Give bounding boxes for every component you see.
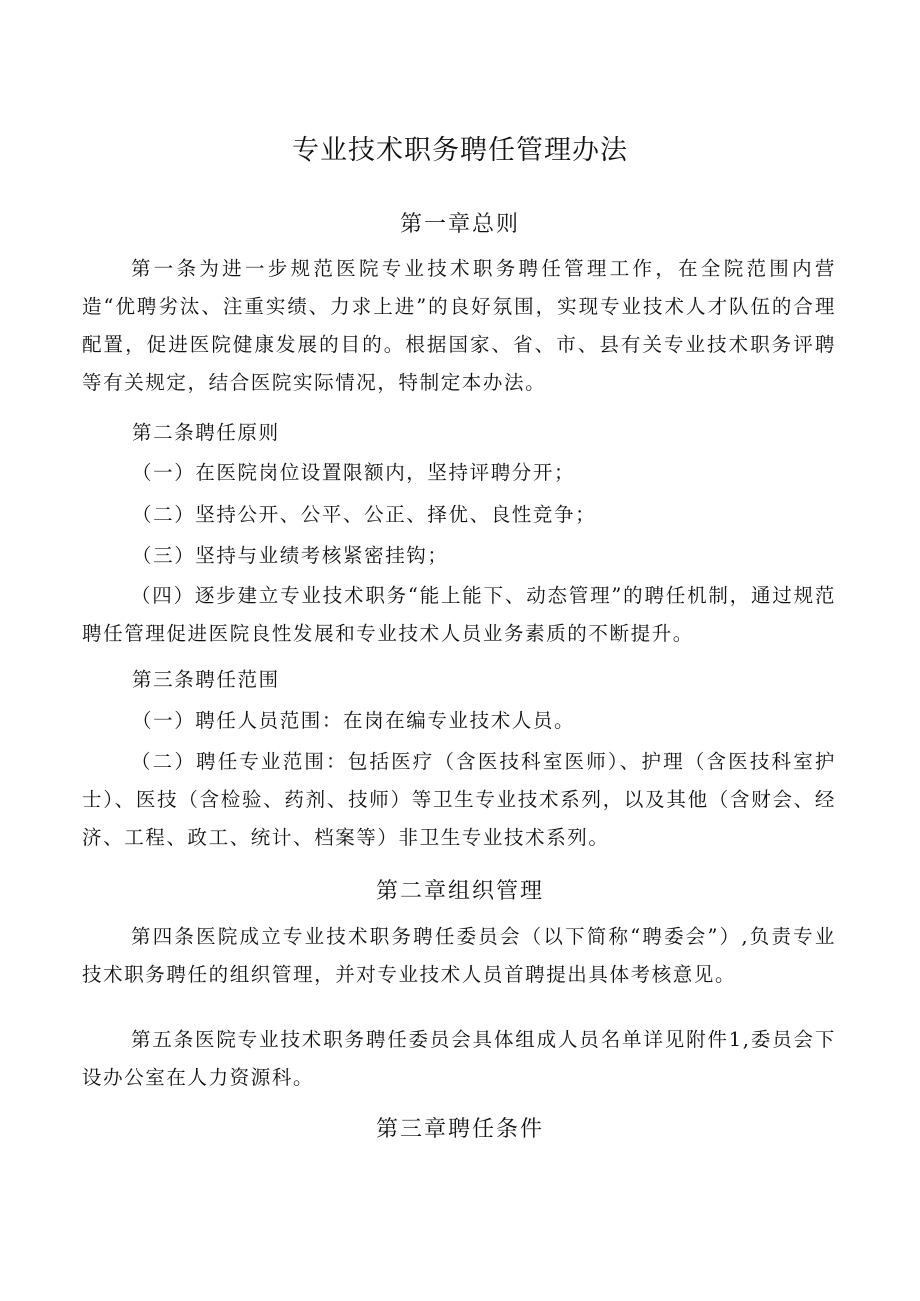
chapter-heading: 第二章组织管理	[375, 879, 544, 904]
article-heading: 第二条聘任原则	[132, 421, 280, 444]
list-item: （一）在医院岗位设置限额内，坚持评聘分开；	[132, 461, 576, 484]
article-heading: 第三条聘任范围	[132, 668, 280, 691]
list-item: （二）聘任专业范围：包括医疗（含医技科室医师）、护理（含医技科室护士）、医技（含检验、药剂、技师）等卫生专业技术系列，以及其他（含财会、经济、工程、政工、统计、档案等）非卫生专业技术系列。	[82, 750, 836, 849]
chapter-heading: 第三章聘任条件	[375, 1117, 544, 1142]
list-item: （一）聘任人员范围：在岗在编专业技术人员。	[132, 709, 576, 732]
article-paragraph: 第五条医院专业技术职务聘任委员会具体组成人员名单详见附件1,委员会下设办公室在人力资源科。	[82, 1028, 836, 1089]
list-item: （四）逐步建立专业技术职务“能上能下、动态管理”的聘任机制，通过规范聘任管理促进医院良性发展和专业技术人员业务素质的不断提升。	[82, 584, 836, 645]
list-item: （三）坚持与业绩考核紧密挂钩；	[132, 544, 449, 567]
document-title: 专业技术职务聘任管理办法	[292, 135, 628, 166]
article-paragraph: 第一条为进一步规范医院专业技术职务聘任管理工作，在全院范围内营造“优聘劣汰、注重实绩、力求上进”的良好氛围，实现专业技术人才队伍的合理配置，促进医院健康发展的目的。根据国家、省、市、县有关专业技术职务评聘等有关规定，结合医院实际情况，特制定本办法。	[82, 257, 836, 394]
chapter-heading: 第一章总则	[399, 212, 520, 237]
article-paragraph: 第四条医院成立专业技术职务聘任委员会（以下简称“聘委会”）,负责专业技术职务聘任的组织管理，并对专业技术人员首聘提出具体考核意见。	[82, 925, 836, 986]
list-item: （二）坚持公开、公平、公正、择优、良性竞争；	[132, 503, 597, 526]
